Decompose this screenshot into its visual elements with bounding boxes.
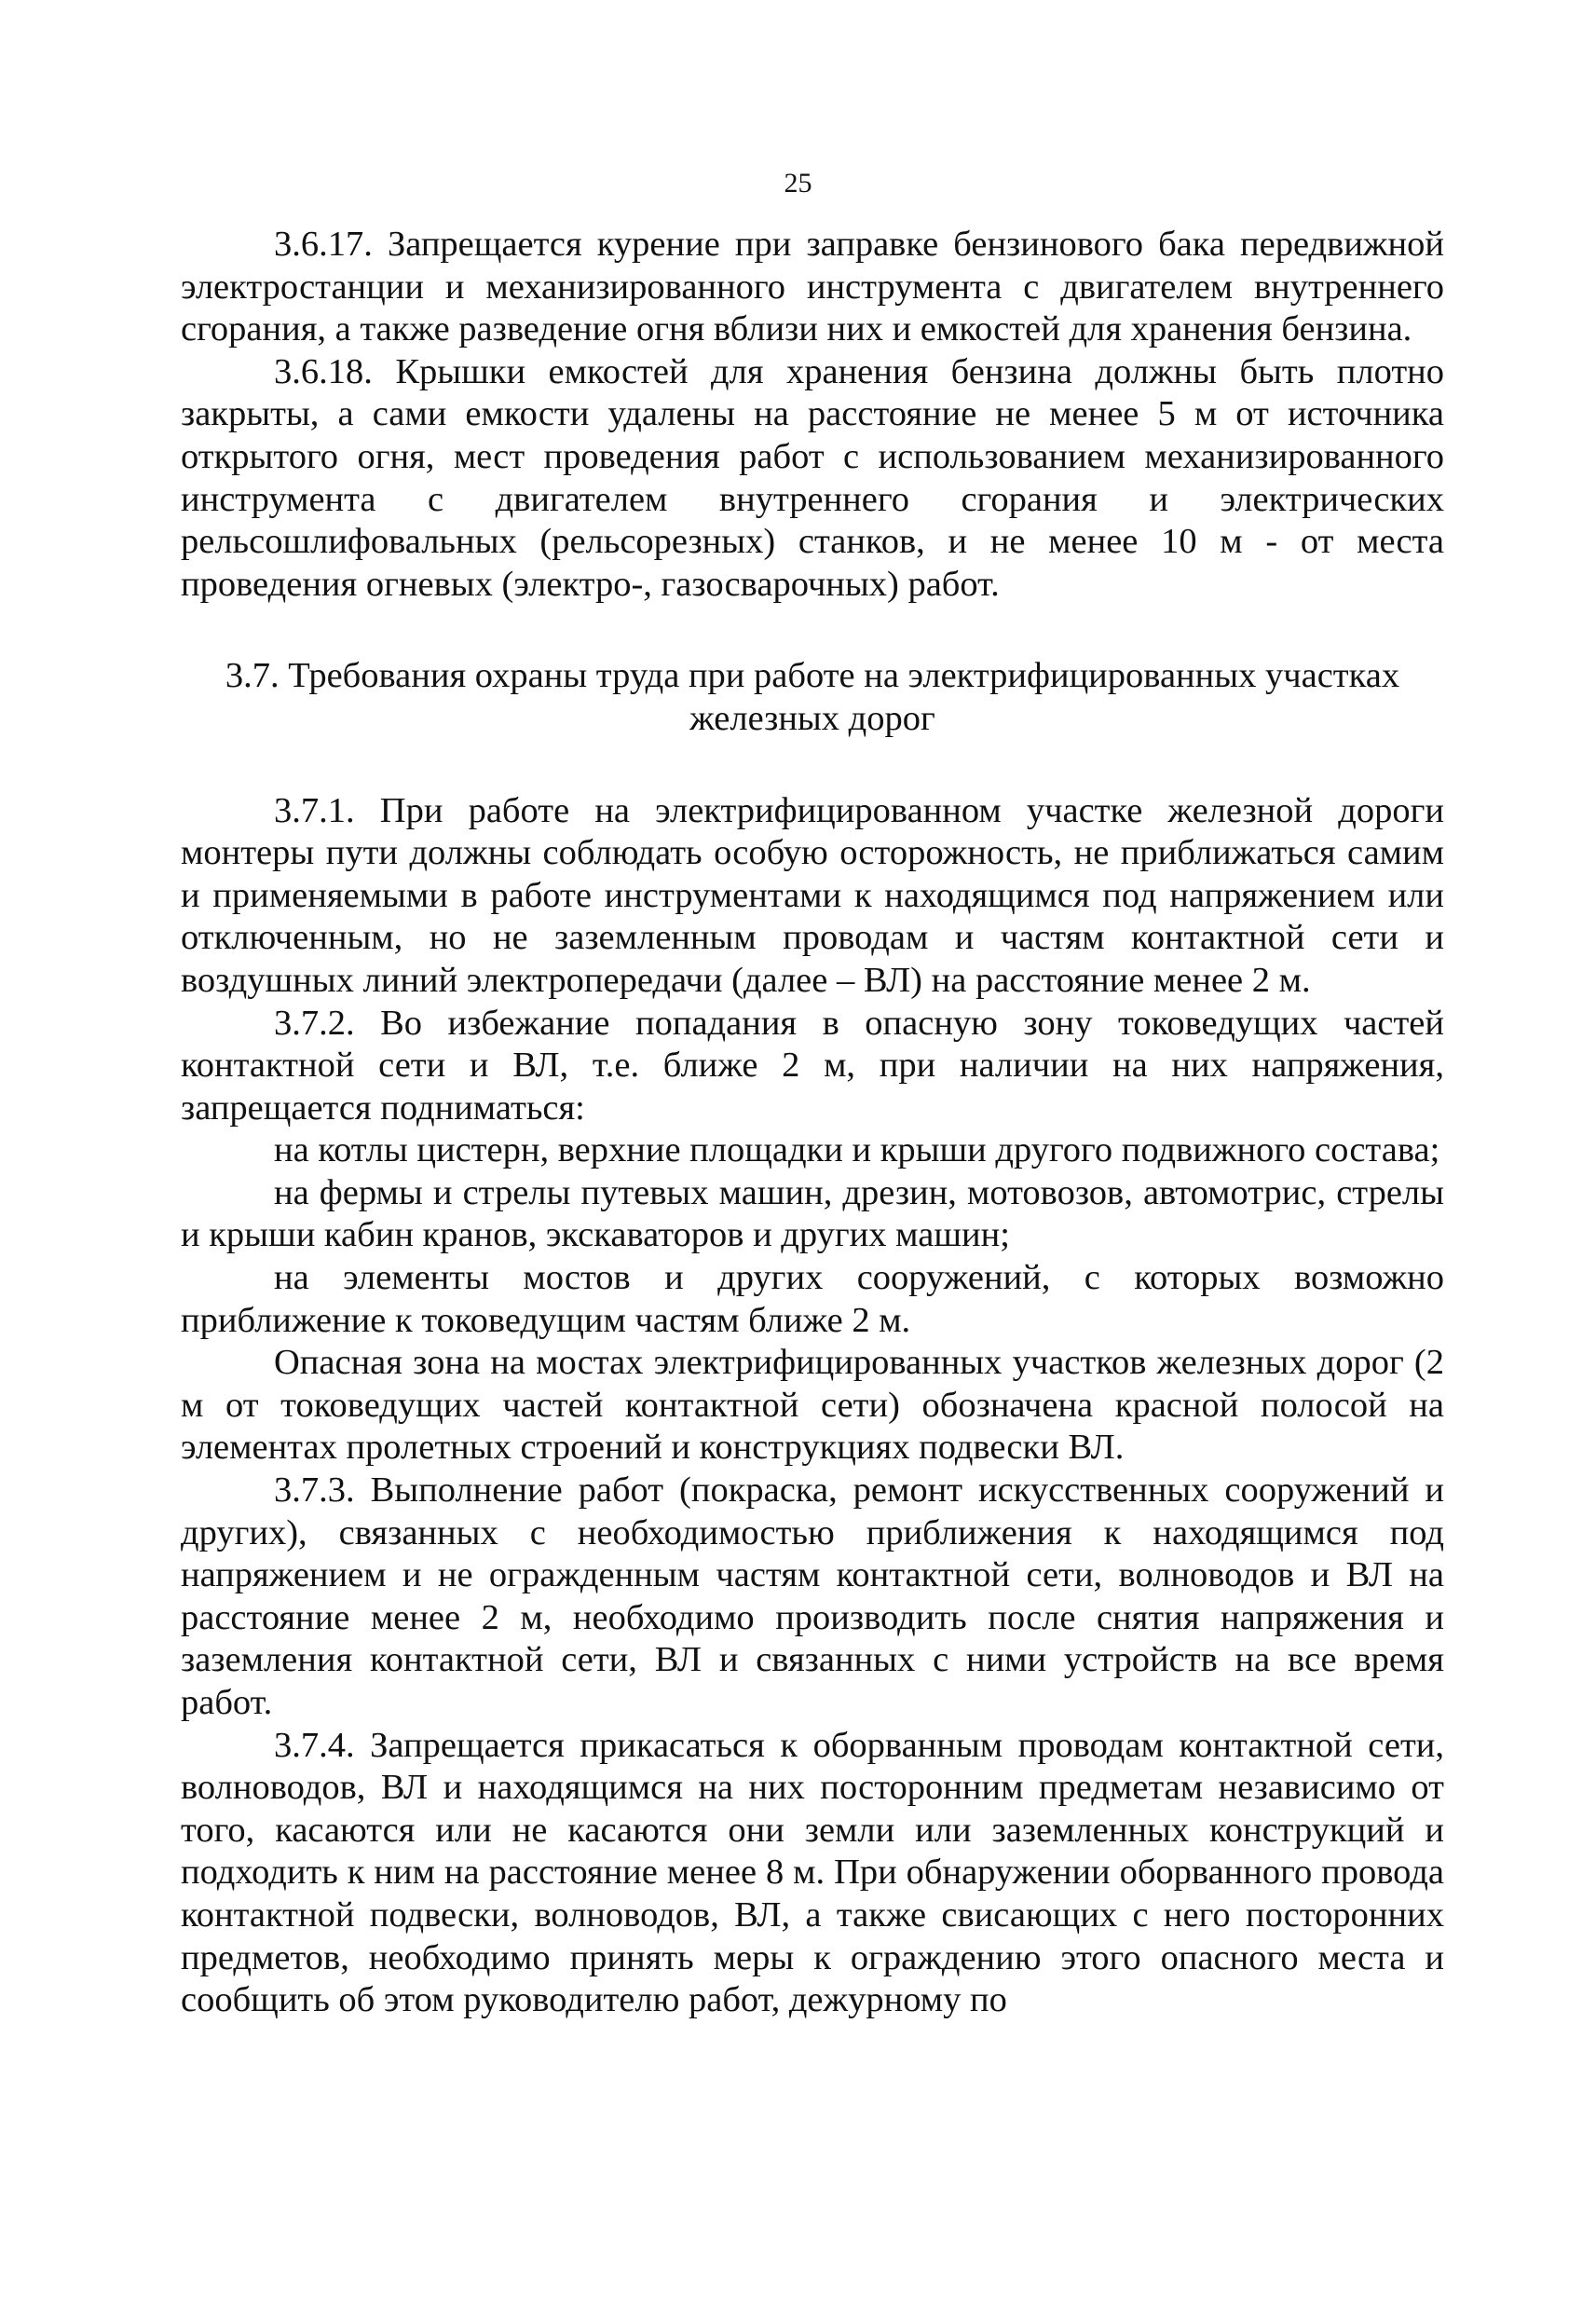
- list-item-track-machines: на фермы и стрелы путевых машин, дрезин, мотовозов, автомотрис, стрелы и крыши кабин кранов, экскаваторов и других машин;: [181, 1172, 1444, 1255]
- paragraph-3-6-17: 3.6.17. Запрещается курение при заправке бензинового бака передвижной электростанции и механизированного инструмента с двигателем внутреннего сгорания, а также разведение огня вблизи них и емкостей для хранения бензина.: [181, 225, 1444, 349]
- paragraph-3-7-1: 3.7.1. При работе на электрифицированном участке железной дороги монтеры пути должны соблюдать особую осторожность, не приближаться самим и применяемыми в работе инструментами к находящимся под напряжением или отключенным, но не заземленным проводам и частям контактной сети и воздушных линий электропередачи (далее – ВЛ) на расстояние менее 2 м.: [181, 790, 1444, 1000]
- paragraph-3-7-3: 3.7.3. Выполнение работ (покраска, ремонт искусственных сооружений и других), связанных с необходимостью приближения к находящимся под напряжением и не огражденным частям контактной сети, волноводов и ВЛ на расстояние менее 2 м, необходимо производить после снятия напряжения и заземления контактной сети, ВЛ и связанных с ними устройств на все время работ.: [181, 1470, 1444, 1722]
- paragraph-danger-zone: Опасная зона на мостах электрифицированных участков железных дорог (2 м от токоведущих частей контактной сети) обозначена красной полосой на элементах пролетных строений и конструкциях подвески ВЛ.: [181, 1343, 1444, 1468]
- paragraph-3-6-18: 3.6.18. Крышки емкостей для хранения бензина должны быть плотно закрыты, а сами емкости удалены на расстояние не менее 5 м от источника открытого огня, мест проведения работ с использованием механизированного инструмента с двигателем внутреннего сгорания и электрических рельсошлифовальных (рельсорезных) станков, и не менее 10 м - от места проведения огневых (электро-, газосварочных) работ.: [181, 351, 1444, 604]
- page-number: 25: [784, 168, 812, 198]
- section-heading-3-7: 3.7. Требования охраны труда при работе на электрифицированных участках железных дорог: [225, 656, 1400, 738]
- list-item-bridges: на элементы мостов и других сооружений, с которых возможно приближение к токоведущим частям ближе 2 м.: [181, 1258, 1444, 1340]
- list-item-tank-cars: на котлы цистерн, верхние площадки и крыши другого подвижного состава;: [274, 1130, 1440, 1170]
- page-content: [181, 224, 1444, 2022]
- paragraph-3-7-2: 3.7.2. Во избежание попадания в опасную зону токоведущих частей контактной сети и ВЛ, т.е. ближе 2 м, при наличии на них напряжения, запрещается подниматься:: [181, 1003, 1444, 1128]
- paragraph-3-7-4: 3.7.4. Запрещается прикасаться к оборванным проводам контактной сети, волноводов, ВЛ и находящимся на них посторонним предметам независимо от того, касаются или не касаются они земли или заземленных конструкций и подходить к ним на расстояние менее 8 м. При обнаружении оборванного провода контактной подвески, волноводов, ВЛ, а также свисающих с него посторонних предметов, необходимо принять меры к ограждению этого опасного места и сообщить об этом руководителю работ, дежурному по: [181, 1725, 1444, 2020]
